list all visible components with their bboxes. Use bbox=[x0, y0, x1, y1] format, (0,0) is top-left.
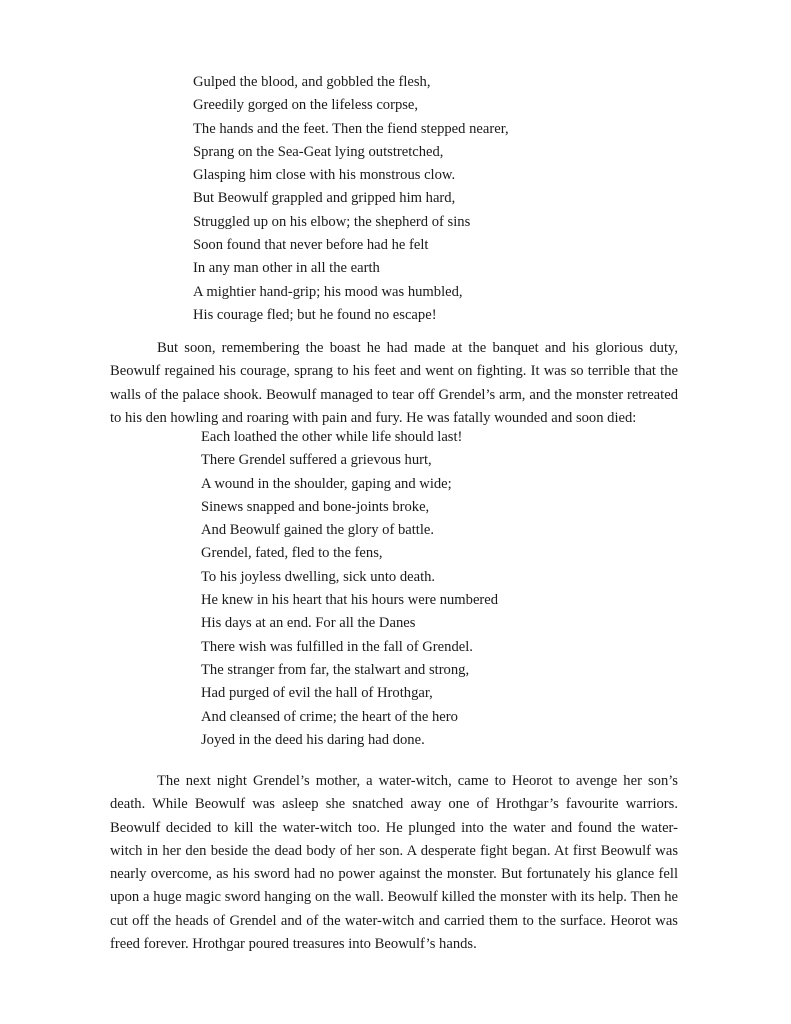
paragraph-2: The next night Grendel’s mother, a water-witch, came to Heorot to avenge her son’s death. While Beowulf was asleep she snatched away one of Hrothgar’s favourite warriors. Beowulf decided to kill the water-witch too. He plunged into the water and found the water-witch in her den beside the dead body of her son. A desperate fight began. At first Beowulf was nearly overcome, as his sword had no power against the monster. But fortunately his glance fell upon a huge magic sword hanging on the wall. Beowulf killed the monster with its help. Then he cut off the heads of Grendel and of the water-witch and carried them to the surface. Heorot was freed forever. Hrothgar poured treasures into Beowulf’s hands. bbox=[110, 773, 678, 953]
verse-line: Each loathed the other while life should last! bbox=[201, 429, 463, 445]
verse-line: There wish was fulfilled in the fall of Grendel. bbox=[201, 638, 473, 655]
paragraph-1: But soon, remembering the boast he had made at the banquet and his glorious duty, Beowulf regained his courage, sprang to his feet and went on fighting. It was so terrible that the walls of the palace shook. Beowulf managed to tear off Grendel’s arm, and the monster retreated to his den howling and roaring with pain and fury. He was fatally wounded and soon died: bbox=[110, 340, 678, 426]
verse-line: His courage fled; but he found no escape! bbox=[193, 306, 437, 323]
verse-line: A mightier hand-grip; his mood was humbled, bbox=[193, 283, 463, 300]
verse-line: Soon found that never before had he felt bbox=[193, 237, 429, 254]
verse-line: And cleansed of crime; the heart of the hero bbox=[201, 708, 458, 725]
verse-line: Greedily gorged on the lifeless corpse, bbox=[193, 97, 419, 114]
verse-line: The stranger from far, the stalwart and strong, bbox=[201, 661, 470, 678]
verse-line: Sprang on the Sea-Geat lying outstretched, bbox=[193, 143, 444, 160]
verse-line: Sinews snapped and bone-joints broke, bbox=[201, 498, 430, 515]
verse-line: A wound in the shoulder, gaping and wide; bbox=[201, 475, 452, 492]
verse-line: He knew in his heart that his hours were numbered bbox=[201, 592, 499, 609]
verse-line: In any man other in all the earth bbox=[193, 260, 380, 277]
verse-line: There Grendel suffered a grievous hurt, bbox=[201, 452, 432, 469]
verse-line: Had purged of evil the hall of Hrothgar, bbox=[201, 685, 433, 702]
verse-line: Struggled up on his elbow; the shepherd of sins bbox=[193, 213, 471, 230]
verse-line: The hands and the feet. Then the fiend stepped nearer, bbox=[193, 120, 509, 137]
verse-line: And Beowulf gained the glory of battle. bbox=[201, 522, 435, 539]
verse-line: Grendel, fated, fled to the fens, bbox=[201, 545, 383, 562]
verse-line: Joyed in the deed his daring had done. bbox=[201, 731, 425, 748]
verse-line: But Beowulf grappled and gripped him hard, bbox=[193, 190, 456, 207]
verse-block-2 bbox=[201, 426, 498, 752]
verse-line: Gulped the blood, and gobbled the flesh, bbox=[193, 74, 431, 90]
verse-block-1 bbox=[193, 71, 509, 327]
verse-line: His days at an end. For all the Danes bbox=[201, 615, 416, 632]
verse-line: Glasping him close with his monstrous clow. bbox=[193, 167, 456, 184]
verse-line: To his joyless dwelling, sick unto death. bbox=[201, 568, 436, 585]
